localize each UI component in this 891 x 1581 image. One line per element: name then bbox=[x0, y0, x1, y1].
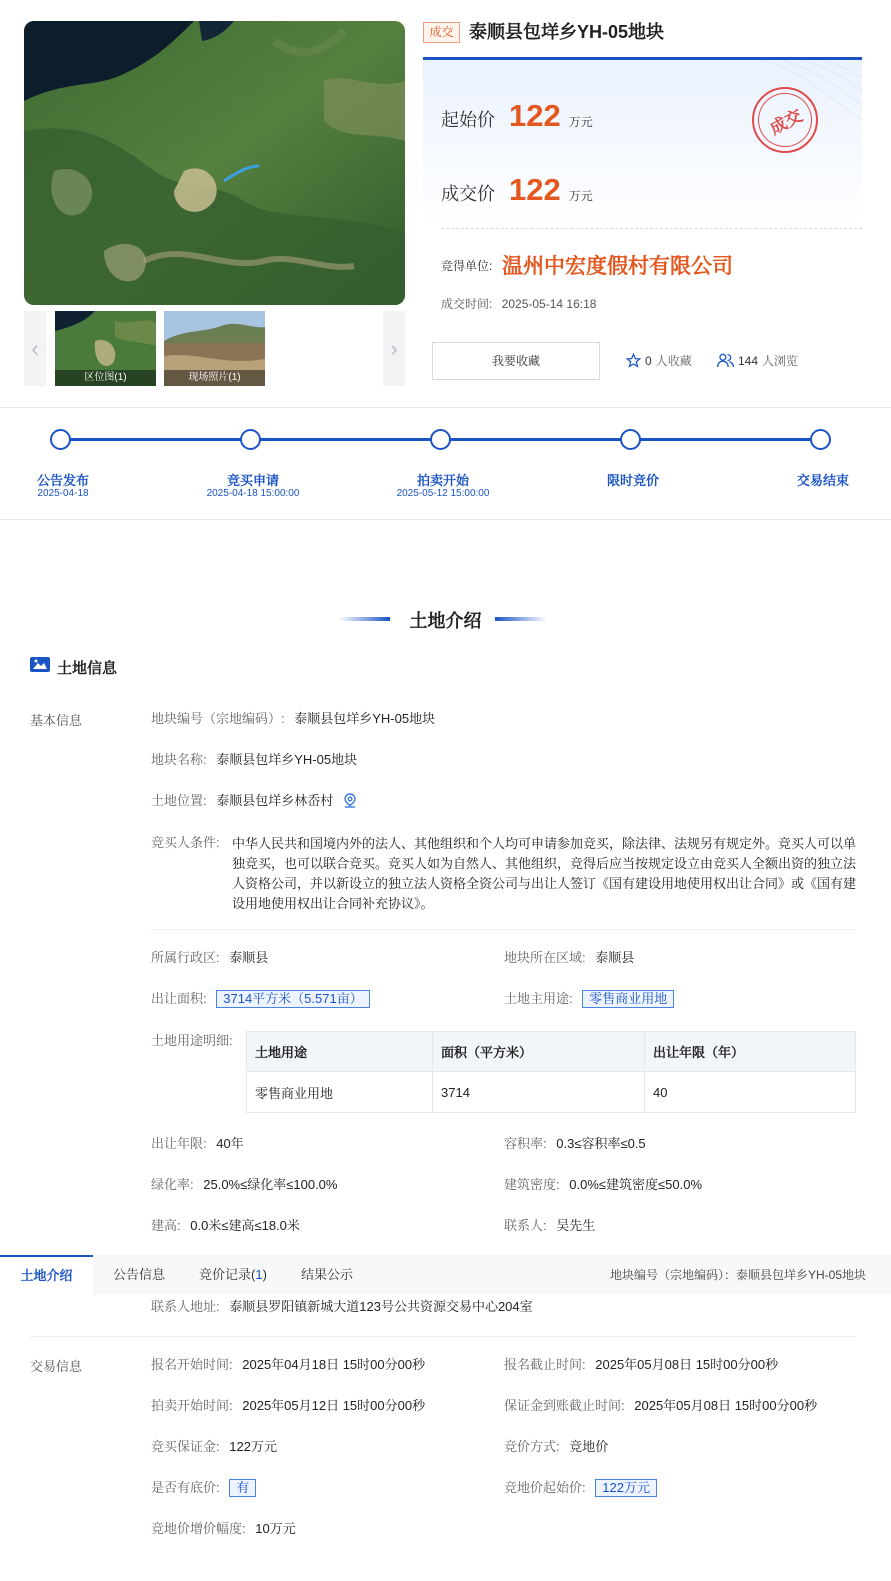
table-header: 出让年限（年） bbox=[645, 1032, 856, 1072]
deal-stamp-icon bbox=[752, 87, 818, 153]
step-name: 限时竞价 bbox=[606, 473, 659, 488]
increment-row bbox=[151, 1519, 296, 1539]
winner-label: 竞得单位: bbox=[441, 259, 493, 273]
step-dot bbox=[810, 429, 831, 450]
field-value: 0.0%≤建筑密度≤50.0% bbox=[569, 1177, 703, 1192]
thumbnail-label: 区位图(1) bbox=[55, 370, 156, 386]
step-name: 公告发布 bbox=[36, 473, 89, 488]
step-name: 交易结束 bbox=[796, 473, 849, 488]
field-value: 竞地价 bbox=[569, 1439, 609, 1454]
table-cell: 40 bbox=[645, 1072, 856, 1113]
district-row bbox=[151, 948, 268, 968]
location-row bbox=[151, 791, 357, 811]
step-dot bbox=[620, 429, 641, 450]
chevron-left-icon[interactable]: ‹ bbox=[24, 311, 46, 386]
main-use-chip: 零售商业用地 bbox=[582, 990, 674, 1008]
land-info-icon bbox=[30, 657, 50, 672]
deal-price-row bbox=[441, 172, 593, 208]
step-name: 竞买申请 bbox=[226, 473, 279, 488]
step-name: 拍卖开始 bbox=[416, 473, 469, 488]
tabbar-plot-label: 地块编号（宗地编码）： bbox=[609, 1268, 736, 1282]
field-value: 2025年05月12日 15时00分00秒 bbox=[242, 1398, 426, 1413]
contact-row bbox=[504, 1216, 595, 1236]
thumbnail-label: 现场照片(1) bbox=[164, 370, 265, 386]
far-row bbox=[504, 1134, 646, 1154]
group-title-basic: 基本信息 bbox=[30, 713, 83, 728]
step-dot bbox=[430, 429, 451, 450]
tab-label: 竞价记录 bbox=[199, 1267, 252, 1282]
deal-price-value: 122 bbox=[509, 172, 561, 207]
deal-time-label: 成交时间: bbox=[441, 297, 493, 311]
field-label: 所属行政区: bbox=[151, 950, 220, 965]
thumbnail-strip bbox=[24, 311, 405, 386]
deal-time bbox=[441, 295, 596, 312]
field-label: 地块名称: bbox=[151, 752, 207, 767]
field-value: 2025年05月08日 15时00分00秒 bbox=[595, 1357, 779, 1372]
tab-bid-records[interactable]: 竞价记录(1) bbox=[199, 1267, 267, 1282]
field-value: 泰顺县包垟乡YH-05地块 bbox=[216, 752, 358, 767]
field-value: 2025年05月08日 15时00分00秒 bbox=[634, 1398, 818, 1413]
tabbar-plot-value: 泰顺县包垟乡YH-05地块 bbox=[735, 1268, 866, 1282]
table-row bbox=[247, 1072, 856, 1113]
divider bbox=[151, 929, 856, 930]
field-label: 竞地价增价幅度: bbox=[151, 1521, 246, 1536]
field-label: 土地用途明细: bbox=[151, 1033, 233, 1048]
contact-address-row bbox=[151, 1297, 533, 1317]
tab-announcement[interactable]: 公告信息 bbox=[112, 1267, 165, 1282]
view-count-suffix: 人浏览 bbox=[762, 354, 799, 368]
table-cell: 零售商业用地 bbox=[247, 1072, 433, 1113]
deal-price-label: 成交价 bbox=[441, 184, 495, 204]
field-value: 25.0%≤绿化率≤100.0% bbox=[203, 1177, 338, 1192]
field-value: 0.3≤容积率≤0.5 bbox=[556, 1136, 646, 1151]
reg-start-row bbox=[151, 1355, 425, 1375]
step-date: 2025-04-18 bbox=[37, 488, 89, 499]
divider bbox=[0, 519, 891, 520]
field-label: 竞买人条件: bbox=[151, 835, 220, 850]
start-price-chip: 122万元 bbox=[595, 1479, 657, 1497]
plot-number-row bbox=[151, 709, 435, 729]
subsection-title: 土地信息 bbox=[57, 660, 118, 677]
deal-time-value: 2025-05-14 16:18 bbox=[501, 297, 597, 311]
land-use-table bbox=[246, 1031, 856, 1113]
winner-name: 温州中宏度假村有限公司 bbox=[502, 255, 733, 278]
main-satellite-image[interactable] bbox=[24, 21, 405, 305]
reserve-chip: 有 bbox=[229, 1479, 256, 1497]
use-detail-label-row bbox=[151, 1031, 233, 1051]
field-label: 地块所在区域: bbox=[504, 950, 586, 965]
condition-label-row bbox=[151, 833, 220, 853]
transfer-area-chip: 3714平方米（5.571亩） bbox=[216, 990, 369, 1008]
field-label: 联系人地址: bbox=[151, 1299, 220, 1314]
field-label: 保证金到账截止时间: bbox=[504, 1398, 625, 1413]
group-title-trade: 交易信息 bbox=[30, 1359, 83, 1374]
favorite-count[interactable] bbox=[626, 352, 692, 369]
step-date: 2025-04-18 15:00:00 bbox=[206, 488, 300, 499]
tab-result[interactable]: 结果公示 bbox=[300, 1267, 353, 1282]
start-price-label: 起始价 bbox=[441, 110, 495, 130]
field-label: 竞买保证金: bbox=[151, 1439, 220, 1454]
view-count-value: 144 bbox=[738, 353, 759, 368]
stamp-text: 成交 bbox=[748, 83, 821, 156]
green-row bbox=[151, 1175, 337, 1195]
thumbnail-site-photo[interactable] bbox=[164, 311, 265, 386]
field-label: 土地主用途: bbox=[504, 991, 573, 1006]
transfer-area-row bbox=[151, 989, 370, 1009]
favorite-button[interactable]: 我要收藏 bbox=[432, 342, 600, 380]
thumbnail-location-map[interactable] bbox=[55, 311, 156, 386]
height-row bbox=[151, 1216, 300, 1236]
density-row bbox=[504, 1175, 702, 1195]
field-value: 泰顺县 bbox=[595, 950, 635, 965]
field-value: 2025年04月18日 15时00分00秒 bbox=[242, 1357, 426, 1372]
deal-price-unit: 万元 bbox=[568, 189, 593, 203]
field-label: 竞地价起始价: bbox=[504, 1480, 586, 1495]
tab-land-intro[interactable]: 土地介绍 bbox=[0, 1255, 93, 1295]
region-row bbox=[504, 948, 634, 968]
years-row bbox=[151, 1134, 244, 1154]
plot-name-row bbox=[151, 750, 357, 770]
field-label: 容积率: bbox=[504, 1136, 547, 1151]
field-value: 泰顺县 bbox=[229, 950, 269, 965]
users-icon bbox=[717, 353, 734, 368]
main-use-row bbox=[504, 989, 674, 1009]
field-label: 绿化率: bbox=[151, 1177, 194, 1192]
reg-end-row bbox=[504, 1355, 778, 1375]
field-label: 出让年限: bbox=[151, 1136, 207, 1151]
fav-count-value: 0 bbox=[645, 353, 652, 368]
auction-start-row bbox=[151, 1396, 425, 1416]
field-value: 10万元 bbox=[255, 1521, 296, 1536]
chevron-right-icon[interactable]: › bbox=[383, 311, 405, 386]
start-price-unit: 万元 bbox=[568, 115, 593, 129]
start-price-value: 122 bbox=[509, 98, 561, 133]
bid-method-row bbox=[504, 1437, 608, 1457]
field-label: 建筑密度: bbox=[504, 1177, 560, 1192]
field-label: 报名开始时间: bbox=[151, 1357, 233, 1372]
deposit-row bbox=[151, 1437, 277, 1457]
step-dot bbox=[240, 429, 261, 450]
field-value: 吴先生 bbox=[556, 1218, 596, 1233]
divider bbox=[441, 228, 862, 229]
start-price-row bbox=[441, 98, 593, 134]
start-price-row-trade bbox=[504, 1478, 657, 1498]
table-cell: 3714 bbox=[433, 1072, 645, 1113]
field-label: 出让面积: bbox=[151, 991, 207, 1006]
field-value: 泰顺县包垟乡YH-05地块 bbox=[294, 711, 436, 726]
field-value: 泰顺县包垟乡林岙村 bbox=[216, 793, 334, 808]
step-dot bbox=[50, 429, 71, 450]
section-title: 土地介绍 bbox=[409, 611, 482, 631]
page-title: 泰顺县包垟乡YH-05地块 bbox=[469, 22, 665, 42]
table-header: 面积（平方米） bbox=[433, 1032, 645, 1072]
bidder-condition-text: 中华人民共和国境内外的法人、其他组织和个人均可申请参加竞买，除法律、法规另有规定外。竞买人可以单独竞买，也可以联合竞买。竞买人如为自然人、其他组织，竞得后应当按规定设立由竞买人全额出资的独立法人资格公司，并以新设立的独立法人资格全资公司与出让人签订《国有建设用地使用权出让合同》或《国有建设用地使用权出让合同补充协议》。 bbox=[232, 836, 857, 911]
step-date: 2025-05-12 15:00:00 bbox=[396, 488, 490, 499]
field-label: 建高: bbox=[151, 1218, 181, 1233]
divider bbox=[30, 1336, 856, 1337]
map-pin-icon[interactable] bbox=[343, 793, 357, 808]
fav-count-suffix: 人收藏 bbox=[655, 354, 692, 368]
field-value: 122万元 bbox=[229, 1439, 277, 1454]
view-count bbox=[717, 352, 798, 369]
field-label: 联系人: bbox=[504, 1218, 547, 1233]
field-label: 报名截止时间: bbox=[504, 1357, 586, 1372]
star-icon bbox=[626, 353, 641, 368]
field-label: 是否有底价: bbox=[151, 1480, 220, 1495]
field-value: 0.0米≤建高≤18.0米 bbox=[190, 1218, 300, 1233]
record-count: 1 bbox=[255, 1267, 263, 1282]
tab-bar bbox=[0, 1255, 891, 1295]
field-label: 拍卖开始时间: bbox=[151, 1398, 233, 1413]
field-value: 40年 bbox=[216, 1136, 244, 1151]
reserve-price-row bbox=[151, 1478, 256, 1498]
status-badge: 成交 bbox=[423, 22, 460, 43]
deposit-deadline-row bbox=[504, 1396, 817, 1416]
field-label: 竞价方式: bbox=[504, 1439, 560, 1454]
field-label: 土地位置: bbox=[151, 793, 207, 808]
field-value: 泰顺县罗阳镇新城大道123号公共资源交易中心204室 bbox=[229, 1299, 533, 1314]
table-header: 土地用途 bbox=[247, 1032, 433, 1072]
divider bbox=[0, 407, 891, 408]
field-label: 地块编号（宗地编码）: bbox=[151, 711, 285, 726]
tabbar-plot-number bbox=[610, 1255, 866, 1295]
